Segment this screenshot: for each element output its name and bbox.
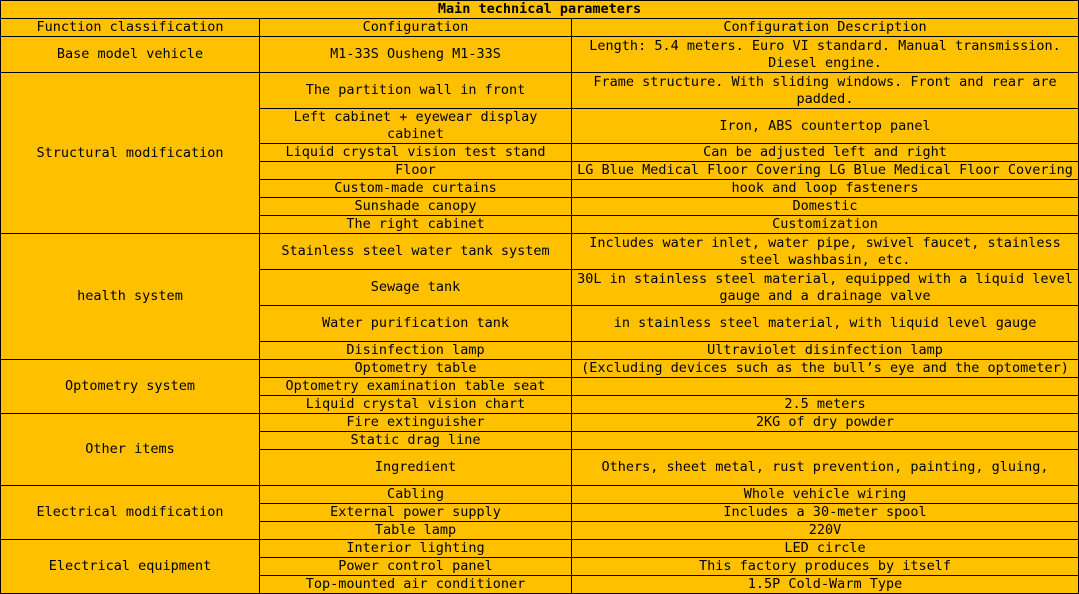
desc-cell: Ultraviolet disinfection lamp [572, 342, 1079, 360]
header-classification: Function classification [1, 19, 260, 37]
desc-cell: Others, sheet metal, rust prevention, painting, gluing, [572, 450, 1079, 486]
config-cell: Power control panel [260, 558, 572, 576]
group-name: Base model vehicle [1, 37, 260, 73]
config-cell: Cabling [260, 486, 572, 504]
config-cell: Optometry examination table seat [260, 378, 572, 396]
config-cell: Top-mounted air conditioner [260, 576, 572, 594]
desc-cell: Can be adjusted left and right [572, 144, 1079, 162]
config-cell: Optometry table [260, 360, 572, 378]
config-cell: The right cabinet [260, 216, 572, 234]
desc-cell: Length: 5.4 meters. Euro VI standard. Manual transmission. Diesel engine. [572, 37, 1079, 73]
desc-cell: 30L in stainless steel material, equipped with a liquid level gauge and a drainage valve [572, 270, 1079, 306]
group-name: health system [1, 234, 260, 360]
desc-cell: LED circle [572, 540, 1079, 558]
desc-cell: 2KG of dry powder [572, 414, 1079, 432]
table-row [1, 360, 1079, 378]
header-description: Configuration Description [572, 19, 1079, 37]
config-cell: Left cabinet + eyewear display cabinet [260, 109, 572, 144]
config-cell: Table lamp [260, 522, 572, 540]
desc-cell: in stainless steel material, with liquid level gauge [572, 306, 1079, 342]
config-cell: Sewage tank [260, 270, 572, 306]
desc-cell: Includes water inlet, water pipe, swivel faucet, stainless steel washbasin, etc. [572, 234, 1079, 270]
desc-cell: 220V [572, 522, 1079, 540]
config-cell: Liquid crystal vision chart [260, 396, 572, 414]
desc-cell: Whole vehicle wiring [572, 486, 1079, 504]
desc-cell: Frame structure. With sliding windows. Front and rear are padded. [572, 73, 1079, 109]
table-row [1, 73, 1079, 109]
desc-cell: 2.5 meters [572, 396, 1079, 414]
group-name: Structural modification [1, 73, 260, 234]
config-cell: Fire extinguisher [260, 414, 572, 432]
config-cell: Water purification tank [260, 306, 572, 342]
group-name: Electrical equipment [1, 540, 260, 594]
table-row [1, 540, 1079, 558]
config-cell: Disinfection lamp [260, 342, 572, 360]
config-cell: Interior lighting [260, 540, 572, 558]
group-name: Electrical modification [1, 486, 260, 540]
table-row [1, 486, 1079, 504]
desc-cell: Includes a 30-meter spool [572, 504, 1079, 522]
group-name: Optometry system [1, 360, 260, 414]
config-cell: Ingredient [260, 450, 572, 486]
group-name: Other items [1, 414, 260, 486]
config-cell: Sunshade canopy [260, 198, 572, 216]
table-row [1, 234, 1079, 270]
desc-cell [572, 432, 1079, 450]
config-cell: External power supply [260, 504, 572, 522]
config-cell: M1-33S Ousheng M1-33S [260, 37, 572, 73]
config-cell: Stainless steel water tank system [260, 234, 572, 270]
header-row [1, 19, 1079, 37]
desc-cell [572, 378, 1079, 396]
config-cell: Custom-made curtains [260, 180, 572, 198]
desc-cell: hook and loop fasteners [572, 180, 1079, 198]
desc-cell: This factory produces by itself [572, 558, 1079, 576]
desc-cell: (Excluding devices such as the bull’s eye and the optometer) [572, 360, 1079, 378]
desc-cell: Customization [572, 216, 1079, 234]
config-cell: Static drag line [260, 432, 572, 450]
config-cell: Floor [260, 162, 572, 180]
table-row [1, 414, 1079, 432]
config-cell: Liquid crystal vision test stand [260, 144, 572, 162]
table-row [1, 37, 1079, 73]
header-configuration: Configuration [260, 19, 572, 37]
table-title: Main technical parameters [1, 1, 1079, 19]
config-cell: The partition wall in front [260, 73, 572, 109]
desc-cell: Iron, ABS countertop panel [572, 109, 1079, 144]
desc-cell: 1.5P Cold-Warm Type [572, 576, 1079, 594]
desc-cell: LG Blue Medical Floor Covering LG Blue Medical Floor Covering [572, 162, 1079, 180]
desc-cell: Domestic [572, 198, 1079, 216]
title-row [1, 1, 1079, 19]
